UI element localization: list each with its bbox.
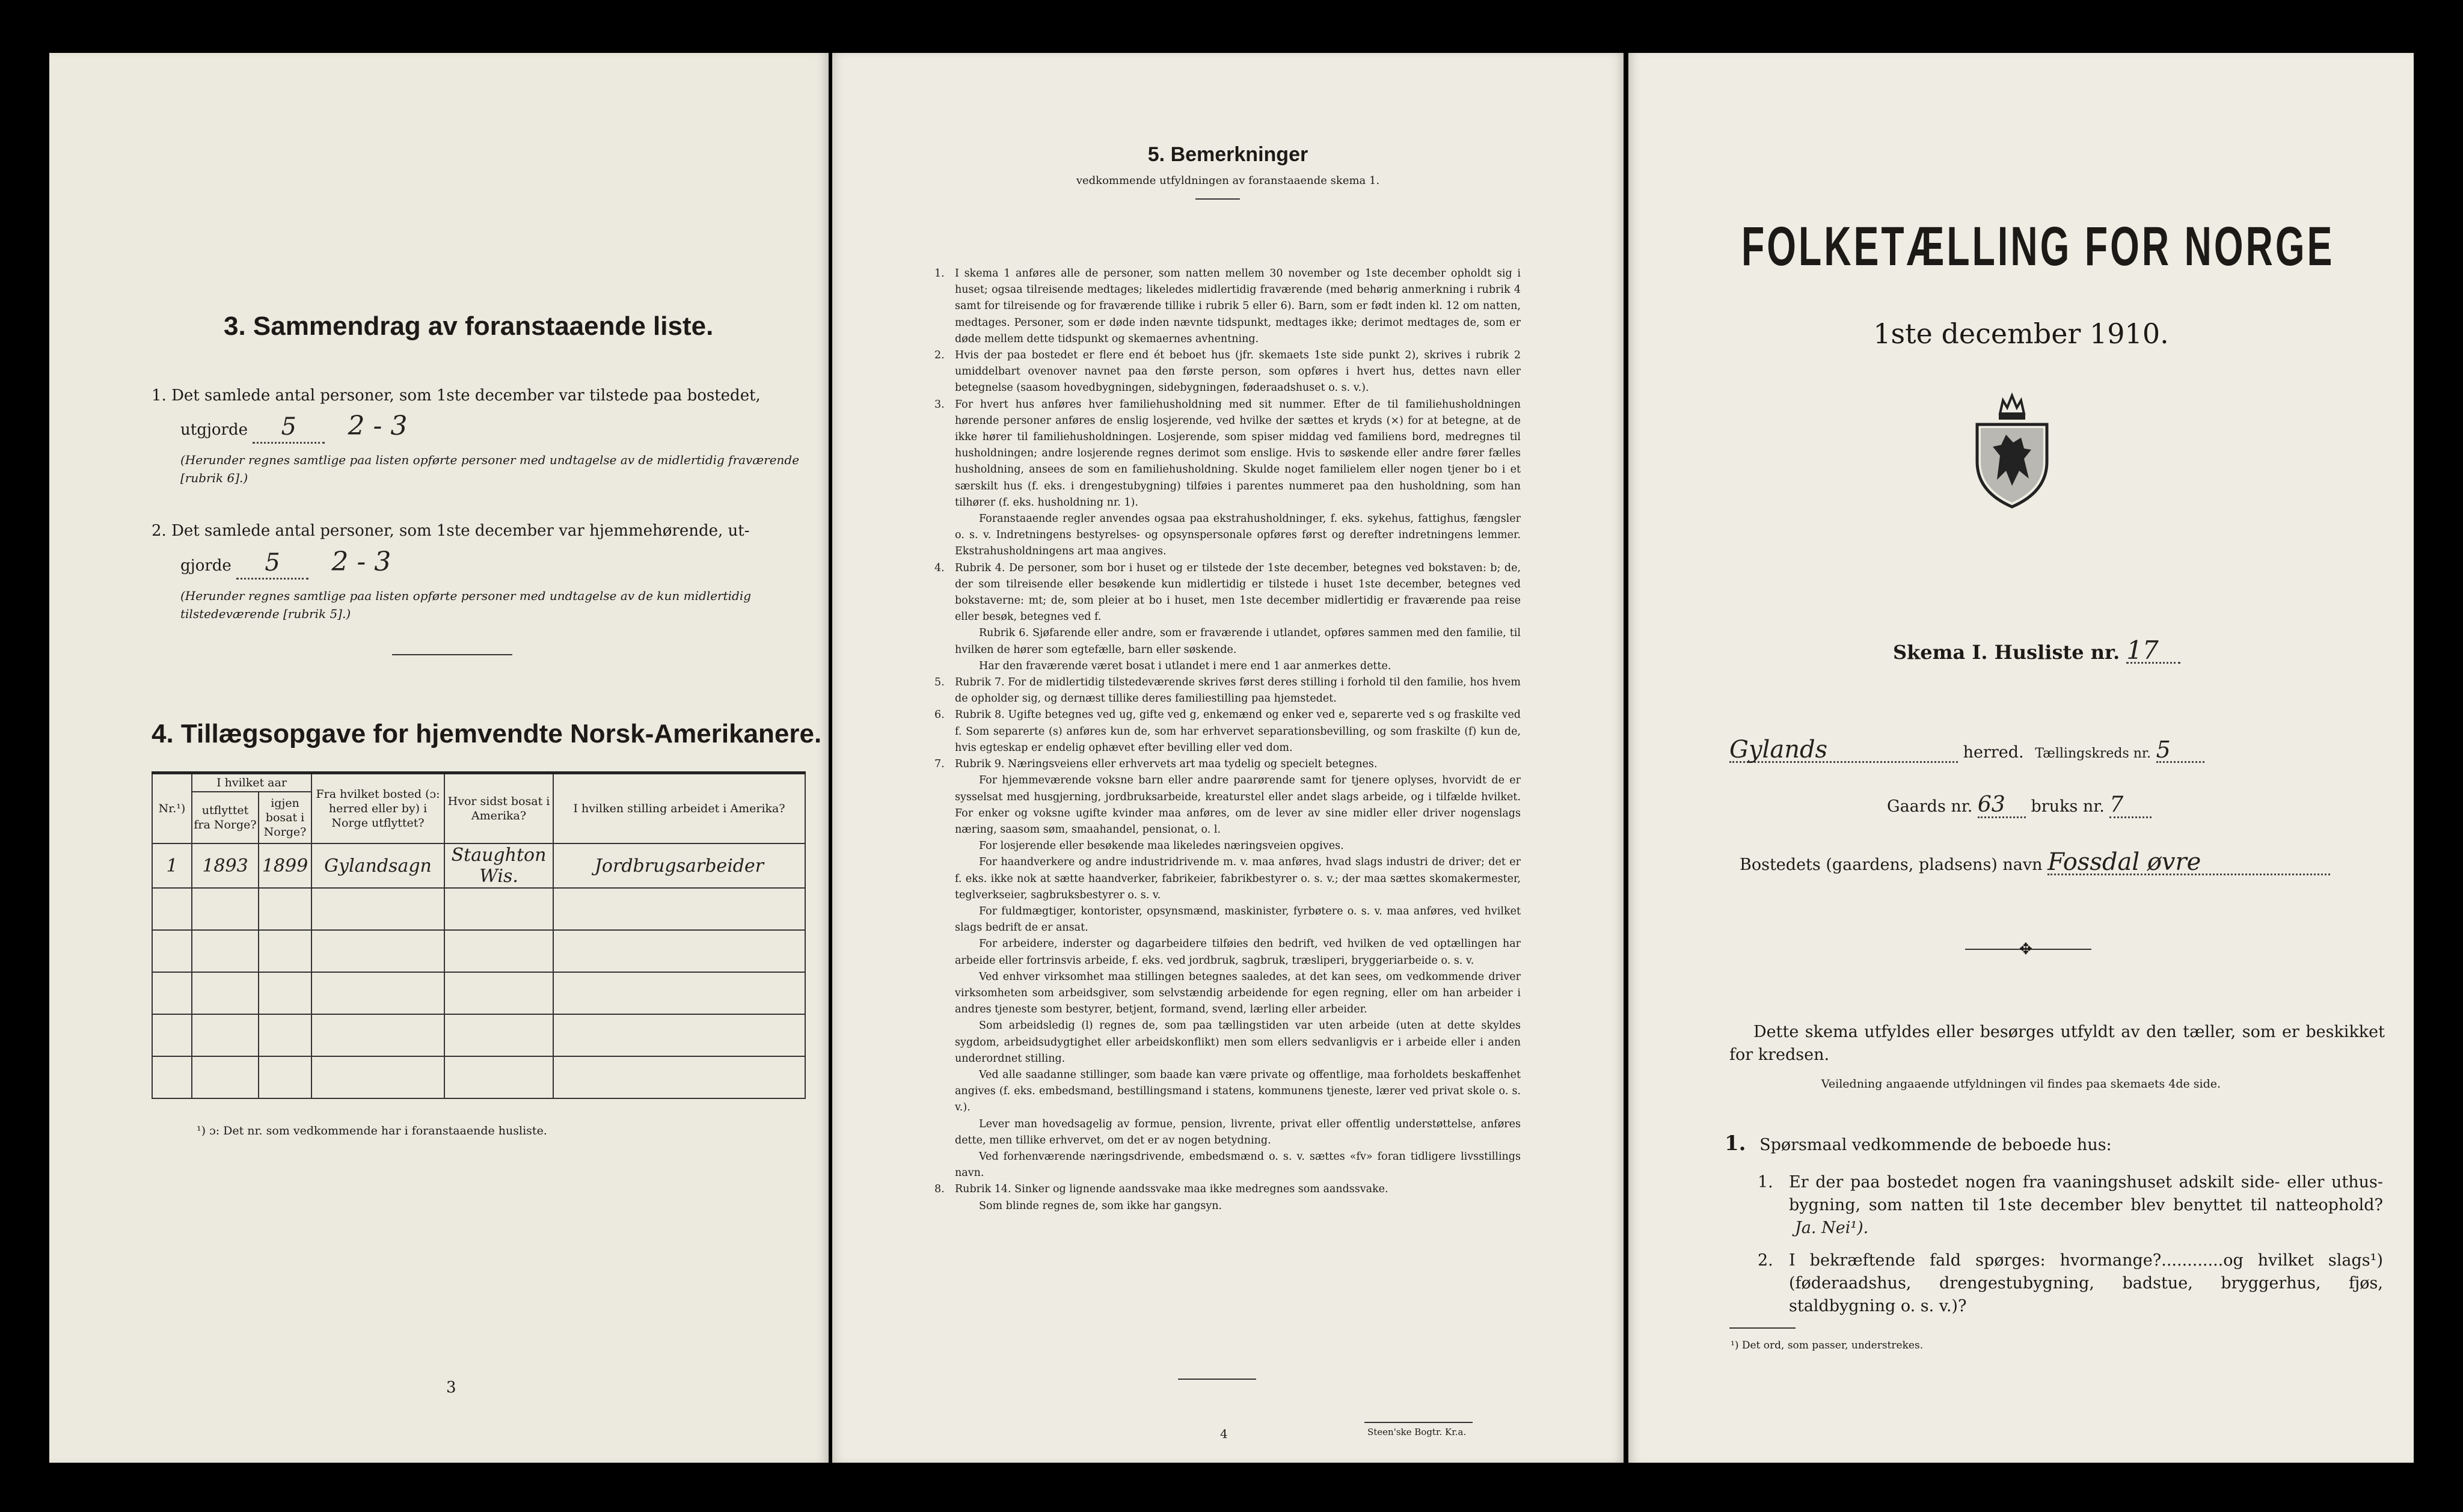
cell-last-place [444, 888, 553, 930]
remark-text: For losjerende eller besøkende maa likeledes næringsveien opgives. [979, 840, 1344, 852]
cell-returned [259, 1056, 311, 1098]
instruction-small: Veiledning angaaende utfyldningen vil findes paa skemaets 4de side. [1821, 1077, 2221, 1091]
remark-text: Har den fraværende været bosat i utlandet i mere end 1 aar anmerkes dette. [979, 660, 1391, 672]
question-1-number: 1. [1758, 1173, 1773, 1192]
cell-from-place [311, 1014, 444, 1056]
col-group-year: I hvilket aar [192, 773, 311, 792]
remark-text: Rubrik 6. Sjøfarende eller andre, som er fraværende i utlandet, opføres sammen med den familie, til hvilken de hører som egtefælle, barn eller søskende. [955, 627, 1521, 656]
cell-occupation: Jordbrugsarbeider [553, 843, 805, 888]
coat-of-arms-icon [1964, 390, 2060, 510]
bosted-value: Fossdal øvre [2047, 851, 2330, 875]
table-row [152, 888, 805, 930]
remark-item [934, 560, 1521, 626]
remark-text: For hjemmeværende voksne barn eller andre paarørende samt for tjenere oplyses, hvorvidt de er sysselsat med husgjerning, jordbruksarbeide, kreaturstel eller andet slags arbeide, og i tilfælde hvilket. For enker og voksne ugifte kvinder maa anføres, om de lever av sine midler eller driver nogenslags næring, saasom søm, smaahandel, pensionat, o. l. [955, 774, 1521, 836]
remark-text: Som blinde regnes de, som ikke har gangsyn. [979, 1199, 1222, 1212]
cell-nr [152, 972, 192, 1014]
cell-from-place [311, 888, 444, 930]
remark-item [934, 625, 1521, 658]
remark-item [934, 1018, 1521, 1067]
remarks-title: 5. Bemerkninger [1147, 143, 1308, 166]
remark-number [934, 1116, 955, 1149]
norsk-amerikanere-table [152, 771, 806, 1099]
cell-emigrated [192, 1056, 259, 1098]
remark-text: I skema 1 anføres alle de personer, som natten mellem 30 november og 1ste december opholdt sig i huset; ogsaa tilreisende medtages; likeledes midlertidig fraværende (med behørig anmerkning i rubrik 4 samt for tilreisende og for fraværende tillike i rubrik 5 eller 6). Barn, som er født inden kl. 12 om natten, medtages. Personer, som er døde inden nævnte tidspunkt, medtages ikke; derimot medtages de, som er døde mellem dette tidspunkt og skemaernes avhentning. [955, 268, 1521, 345]
question-2-fill [180, 547, 722, 581]
remark-text: Foranstaaende regler anvendes ogsaa paa ekstrahusholdninger, f. eks. sykehus, fattighus, fængsler o. s. v. Indretningens bestyrelses- og opsynspersonale opføres først og derefter indretningens lemmer. Ekstrahusholdningens art maa angives. [955, 513, 1521, 558]
cell-emigrated [192, 1014, 259, 1056]
husliste-number: 17 [2126, 639, 2180, 664]
cell-last-place [444, 930, 553, 972]
question-header-text: Spørsmaal vedkommende de beboede hus: [1759, 1136, 2112, 1154]
remark-text: Lever man hovedsagelig av formue, pension, livrente, privat eller offentlig understøttelse, anføres dette, men tillike erhvervet, om det er av nogen betydning. [955, 1118, 1521, 1146]
remark-text: Rubrik 8. Ugifte betegnes ved ug, gifte ved g, enkemænd og enker ved e, separerte ved s og fraskilte ved f. Som separerte (s) anføres kun de, som har erhvervet separationsbevilling, og som fraskilte (f) kun de, hvis egteskap er endelig ophævet efter bevilling eller ved dom. [955, 709, 1521, 754]
skema-label: Skema I. Husliste nr. [1893, 641, 2120, 664]
cell-occupation [553, 1056, 805, 1098]
question-1-body [1789, 1171, 2383, 1240]
cell-occupation [553, 972, 805, 1014]
remark-item [934, 838, 1521, 854]
question-2 [1758, 1249, 2383, 1318]
remark-text: For fuldmægtiger, kontorister, opsynsmænd, maskinister, fyrbøtere o. s. v. maa anføres, ved hvilket slags bedrift de er ansat. [955, 905, 1521, 934]
cell-occupation [553, 888, 805, 930]
remark-number [934, 1067, 955, 1116]
question-1-fill [180, 411, 722, 445]
cell-last-place [444, 972, 553, 1014]
section-3-title: 3. Sammendrag av foranstaaende liste. [224, 311, 714, 341]
remark-number [934, 936, 955, 969]
bosted-line [1740, 848, 2371, 877]
question-2-value: 5 [236, 548, 308, 580]
question-1-answer: Ja. Nei¹). [1795, 1219, 1869, 1237]
question-1-note: (Herunder regnes samtlige paa listen opførte personer med undtagelse av de midlertidig fraværende [rubrik 6].) [180, 453, 800, 485]
remark-number [934, 658, 955, 675]
remark-number: 8. [934, 1183, 945, 1196]
remark-item [934, 1181, 1521, 1198]
cell-last-place [444, 1014, 553, 1056]
remark-item [934, 658, 1521, 675]
remark-text: Rubrik 9. Næringsveiens eller erhvervets art maa tydelig og specielt betegnes. [955, 758, 1378, 771]
table-row [152, 972, 805, 1014]
remarks-list [934, 266, 1521, 1214]
page-4-remarks [832, 53, 1624, 1463]
kreds-label: Tællingskreds nr. [2035, 746, 2152, 761]
question-2-text: 2. Det samlede antal personer, som 1ste december var hjemmehørende, ut- [152, 522, 750, 540]
question-1-fill-label: utgjorde [180, 421, 248, 439]
question-2-handwritten: 2 - 3 [331, 546, 391, 577]
remark-number [934, 1198, 955, 1214]
herred-value: Gylands [1729, 738, 1958, 763]
remark-item [934, 511, 1521, 560]
table-row [152, 1014, 805, 1056]
cell-nr [152, 930, 192, 972]
remark-number: 3. [934, 398, 945, 411]
section-4-title: 4. Tillægsopgave for hjemvendte Norsk-Amerikanere. [152, 719, 822, 748]
question-2-fill-label: gjorde [180, 557, 232, 575]
census-title: FOLKETÆLLING FOR NORGE [1741, 216, 2335, 277]
cell-from-place [311, 1056, 444, 1098]
col-nr: Nr.¹) [152, 773, 192, 844]
remark-text: Ved alle saadanne stillinger, som baade kan være private og offentlige, maa forholdets beskaffenhet angives (f. eks. embedsmand, bestillingsmand i statens, kommunens tjeneste, lærer ved privat skole o. s. v.). [955, 1068, 1521, 1114]
cell-from-place [311, 972, 444, 1014]
table-row [152, 930, 805, 972]
cell-emigrated [192, 972, 259, 1014]
cover-page [1628, 53, 2414, 1463]
gaards-label: Gaards nr. [1887, 797, 1973, 816]
table-footnote: ¹) ɔ: Det nr. som vedkommende har i foranstaaende husliste. [197, 1124, 547, 1137]
remark-text: Ved forhenværende næringsdrivende, embedsmænd o. s. v. sættes «fv» foran tidligere livsstillings navn. [955, 1150, 1521, 1180]
remark-number: 5. [934, 676, 945, 689]
cell-nr [152, 888, 192, 930]
remark-item [934, 707, 1521, 756]
cell-emigrated [192, 888, 259, 930]
remark-text: Rubrik 4. De personer, som bor i huset og er tilstede der 1ste december, betegnes ved bokstaven: b; de, der som tilreisende eller besøkende kun midlertidig er tilstede i huset 1ste december, betegnes ved bokstaverne: mt; de, som pleier at bo i huset, men 1ste december midlertidig er fraværende paa reise eller besøk, betegnes ved f. [955, 562, 1521, 623]
col-returned: igjen bosat i Norge? [259, 792, 311, 843]
remark-item [934, 397, 1521, 511]
remark-text: Ved enhver virksomhet maa stillingen betegnes saaledes, at det kan sees, om vedkommende driver virksomheten som arbeidsgiver, som selvstændig arbeidende for egen regning, eller om han arbeider i andres tjeneste som bestyrer, betjent, formand, svend, lærling eller arbeider. [955, 970, 1521, 1016]
col-occupation: I hvilken stilling arbeidet i Amerika? [553, 773, 805, 844]
cell-returned [259, 1014, 311, 1056]
remark-item [934, 1067, 1521, 1116]
remarks-subtitle: vedkommende utfyldningen av foranstaaende skema 1. [1076, 174, 1380, 187]
remark-number [934, 1018, 955, 1067]
remark-number [934, 854, 955, 904]
cell-occupation [553, 930, 805, 972]
question-1 [1758, 1171, 2383, 1240]
cell-emigrated: 1893 [192, 843, 259, 888]
cell-from-place: Gylandsagn [311, 843, 444, 888]
page-number: 4 [1220, 1427, 1228, 1441]
cell-returned: 1899 [259, 843, 311, 888]
bottom-divider [1178, 1379, 1256, 1380]
col-emigrated: utflyttet fra Norge? [192, 792, 259, 843]
footnote: ¹) Det ord, som passer, understrekes. [1731, 1339, 1924, 1351]
remark-number [934, 773, 955, 838]
remark-item [934, 347, 1521, 397]
herred-line [1729, 738, 2331, 765]
question-header [1725, 1132, 2380, 1157]
remark-number: 1. [934, 268, 945, 280]
remark-number [934, 1149, 955, 1181]
cell-occupation [553, 1014, 805, 1056]
gaards-line [1887, 794, 2308, 818]
remark-text: For haandverkere og andre industridrivende m. v. maa anføres, hvad slags industri de driver; det er f. eks. ikke nok at sætte haandverker, fabrikeier, fabrikbestyrer o. s. v.; der maa sættes skomakermester, teglverkseier, sagbruksbestyrer o. s. v. [955, 856, 1521, 901]
herred-label: herred. [1963, 743, 2024, 762]
remark-number [934, 838, 955, 854]
remark-text: Som arbeidsledig (l) regnes de, som paa tællingstiden var uten arbeide (uten at dette skyldes sygdom, arbeidsudygtighet eller arbeidskonflikt) men som ellers sedvanligvis er i arbeide eller i anden underordnet stilling. [955, 1020, 1521, 1065]
remark-item [934, 969, 1521, 1018]
remark-number [934, 511, 955, 560]
gaards-value: 63 [1978, 794, 2026, 818]
question-2-text: I bekræftende fald spørges: hvormange?............og hvilket slags¹) (føderaadshus, drengestubygning, badstue, bryggerhus, fjøs, staldbygning o. s. v.)? [1789, 1251, 2383, 1315]
remark-number [934, 969, 955, 1018]
remark-item [934, 773, 1521, 838]
bruks-value: 7 [2109, 794, 2152, 818]
ornament-icon: ✥ [2019, 940, 2032, 958]
remarks-divider [1195, 198, 1240, 200]
cell-returned [259, 972, 311, 1014]
bosted-label: Bostedets (gaardens, pladsens) navn [1740, 855, 2043, 874]
question-header-number: 1. [1725, 1131, 1746, 1155]
question-1-handwritten: 2 - 3 [348, 411, 408, 441]
remark-number [934, 904, 955, 936]
remark-text: Rubrik 14. Sinker og lignende aandssvake maa ikke medregnes som aandssvake. [955, 1183, 1388, 1196]
kreds-value: 5 [2156, 738, 2204, 763]
cell-last-place: Staughton Wis. [444, 843, 553, 888]
remark-item [934, 1116, 1521, 1149]
divider [392, 654, 512, 655]
cell-from-place [311, 930, 444, 972]
question-1-text: 1. Det samlede antal personer, som 1ste december var tilstede paa bostedet, [152, 387, 761, 405]
remark-text: For arbeidere, inderster og dagarbeidere tilføies den bedrift, ved hvilken de ved optællingen har arbeide eller fortrinsvis arbeide, f. eks. ved jordbruk, sagbruk, træsliperi, bryggeriarbeide o. s. v. [955, 938, 1521, 967]
remark-item [934, 936, 1521, 969]
question-1-text: Er der paa bostedet nogen fra vaaningshuset adskilt side- eller uthus-bygning, som natten til 1ste december blev benyttet til natteophold? [1789, 1173, 2383, 1214]
cell-returned [259, 888, 311, 930]
cell-nr: 1 [152, 843, 192, 888]
printer-name: Steen'ske Bogtr. Kr.a. [1367, 1427, 1467, 1437]
census-date: 1ste december 1910. [1873, 317, 2169, 350]
cell-last-place [444, 1056, 553, 1098]
printer-rule [1364, 1422, 1473, 1423]
remark-number: 2. [934, 349, 945, 362]
cell-returned [259, 930, 311, 972]
remark-number: 6. [934, 709, 945, 721]
instruction-main: Dette skema utfyldes eller besørges utfyldt av den tæller, som er beskikket for kredsen. [1729, 1023, 2385, 1064]
cell-emigrated [192, 930, 259, 972]
remark-item [934, 854, 1521, 904]
cell-nr [152, 1056, 192, 1098]
remark-item [934, 675, 1521, 707]
skema-line [1893, 635, 2180, 665]
remark-item [934, 266, 1521, 347]
question-2-note: (Herunder regnes samtlige paa listen opførte personer med undtagelse av de kun midlertidig tilstedeværende [rubrik 5].) [180, 589, 752, 621]
table-row [152, 1056, 805, 1098]
remark-item [934, 756, 1521, 773]
footnote-rule [1729, 1327, 1796, 1329]
remark-number [934, 625, 955, 658]
remark-item [934, 904, 1521, 936]
page-number: 3 [446, 1379, 456, 1397]
col-last-place: Hvor sidst bosat i Amerika? [444, 773, 553, 844]
remark-item [934, 1198, 1521, 1214]
table-row [152, 843, 805, 888]
question-1-value: 5 [253, 412, 325, 444]
remark-text: Hvis der paa bostedet er flere end ét beboet hus (jfr. skemaets 1ste side punkt 2), skrives i rubrik 2 umiddelbart ovenover navnet paa den første person, som opføres i hvert hus, dettes navn eller betegnelse (saasom hovedbygningen, sidebygningen, føderaadshuset o. s. v.). [955, 349, 1521, 394]
remark-item [934, 1149, 1521, 1181]
cell-nr [152, 1014, 192, 1056]
col-from-place: Fra hvilket bosted (ɔ: herred eller by) i Norge utflyttet? [311, 773, 444, 844]
bruks-label: bruks nr. [2031, 797, 2105, 816]
remark-number: 4. [934, 562, 945, 574]
question-2-number: 2. [1758, 1251, 1773, 1270]
page-3-summary [49, 53, 829, 1463]
remark-text: Rubrik 7. For de midlertidig tilstedeværende skrives først deres stilling i forhold til den familie, hos hvem de opholder sig, og dernæst tillike deres familiestilling paa hjemstedet. [955, 676, 1521, 705]
remark-number: 7. [934, 758, 945, 771]
remark-text: For hvert hus anføres hver familiehusholdning med sit nummer. Efter de til familiehusholdningen hørende personer anføres de enslig losjerende, ved hvilke der sættes et kryds (×) for at betegne, at de ikke hører til familiehusholdningen. Losjerende, som spiser middag ved familiens bord, medregnes til husholdningen; andre losjerende regnes derimot som enslige. Hvis to søskende eller andre fører fælles husholdning, ansees de som en familiehusholdning. Skulde noget familielem eller nogen tjener bo i et særskilt hus (f. eks. i drengestubygning) tilføies i parentes nummeret paa den husholdning, som han tilhører (f. eks. husholdning nr. 1). [955, 398, 1521, 509]
